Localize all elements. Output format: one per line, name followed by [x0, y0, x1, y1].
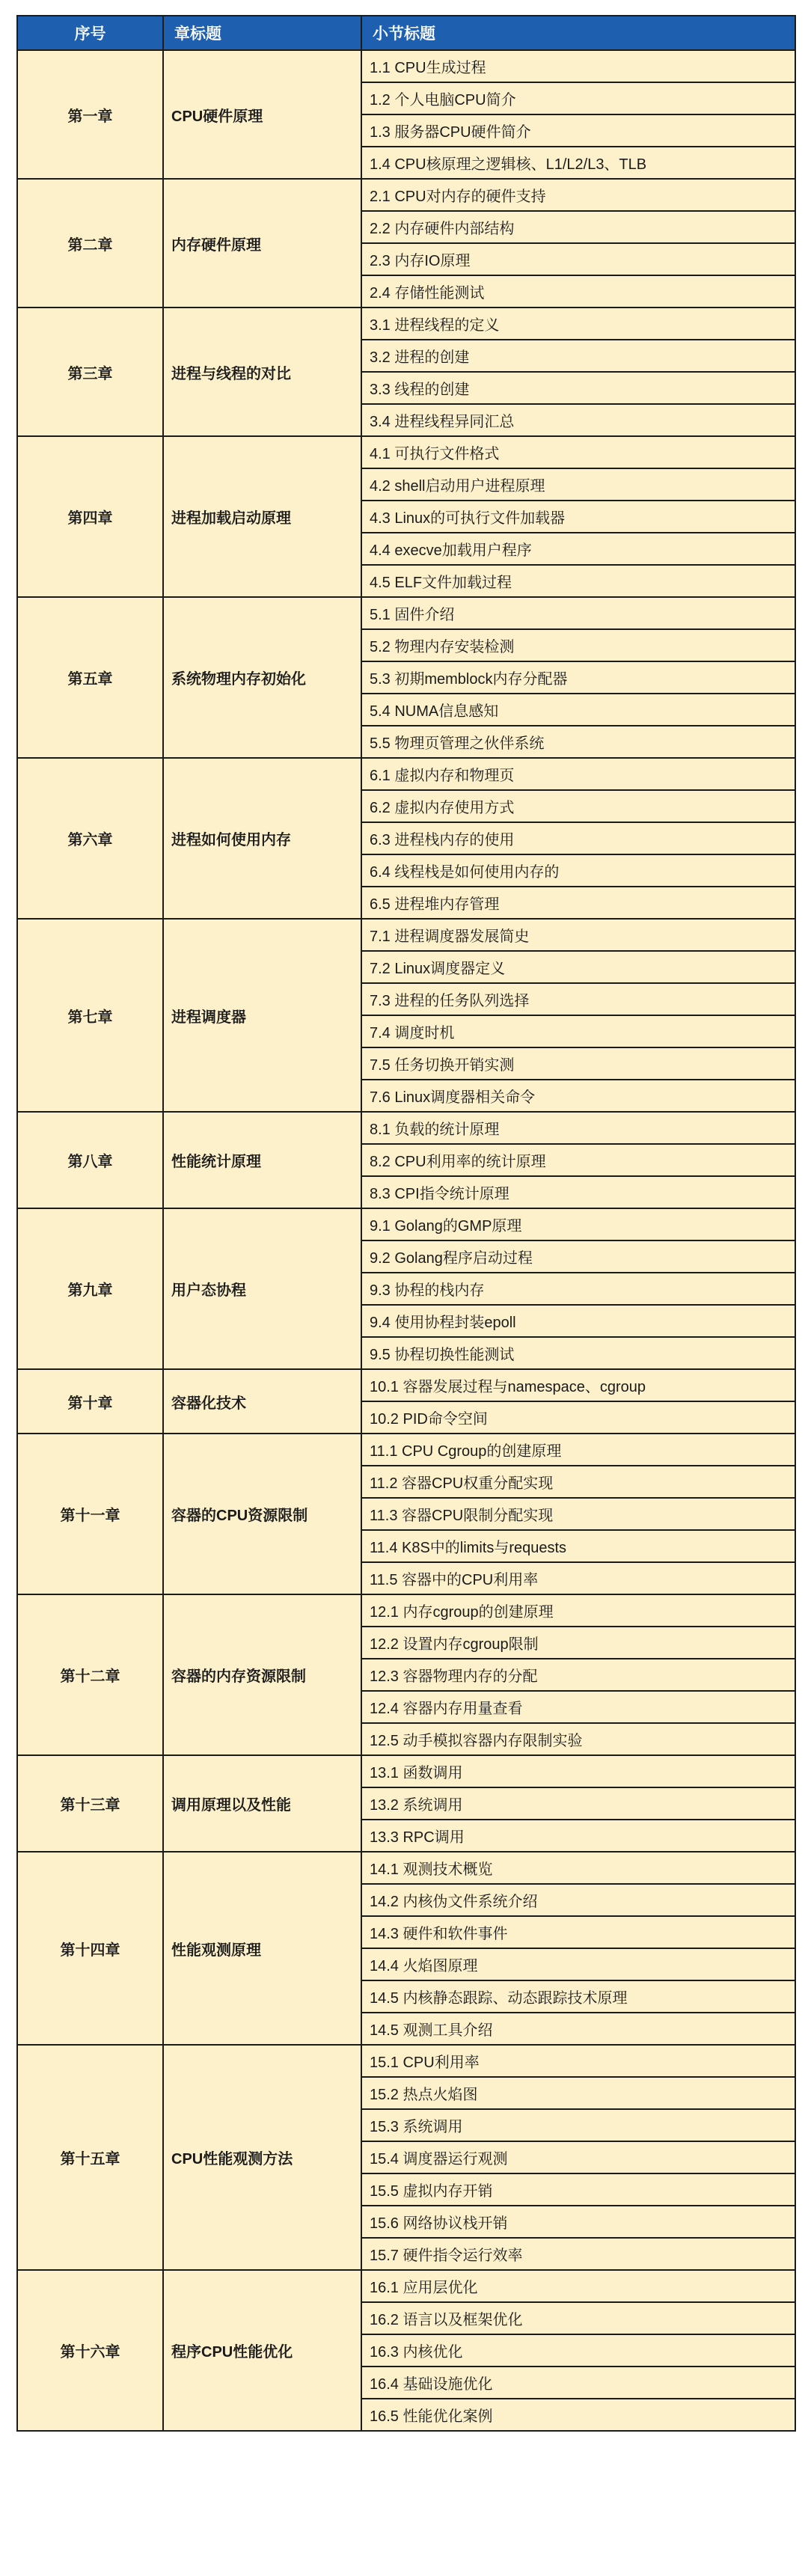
chapter-number: 第五章: [17, 597, 163, 758]
table-row: [17, 758, 795, 790]
chapter-title: 程序CPU性能优化: [163, 2270, 361, 2431]
section-title: 4.5 ELF文件加载过程: [361, 565, 795, 597]
chapter-title: 用户态协程: [163, 1208, 361, 1369]
section-title: 7.5 任务切换开销实测: [361, 1047, 795, 1080]
section-title: 5.3 初期memblock内存分配器: [361, 661, 795, 694]
chapter-title: CPU性能观测方法: [163, 2045, 361, 2270]
table-row: [17, 1208, 795, 1240]
section-title: 14.1 观测技术概览: [361, 1852, 795, 1884]
chapter-title: 容器的CPU资源限制: [163, 1434, 361, 1594]
section-title: 3.3 线程的创建: [361, 372, 795, 404]
table-of-contents: [16, 15, 796, 2432]
section-title: 4.3 Linux的可执行文件加载器: [361, 501, 795, 533]
table-row: [17, 179, 795, 211]
section-title: 2.3 内存IO原理: [361, 243, 795, 275]
section-title: 1.3 服务器CPU硬件简介: [361, 114, 795, 147]
section-title: 9.5 协程切换性能测试: [361, 1337, 795, 1369]
table-row: [17, 50, 795, 82]
section-title: 15.4 调度器运行观测: [361, 2141, 795, 2173]
section-title: 12.5 动手模拟容器内存限制实验: [361, 1723, 795, 1755]
table-row: [17, 1755, 795, 1787]
section-title: 11.3 容器CPU限制分配实现: [361, 1498, 795, 1530]
table-row: [17, 1852, 795, 1884]
section-title: 6.1 虚拟内存和物理页: [361, 758, 795, 790]
chapter-title: 进程加载启动原理: [163, 436, 361, 597]
table-row: [17, 1434, 795, 1466]
chapter-number: 第一章: [17, 50, 163, 179]
chapter-title: 性能观测原理: [163, 1852, 361, 2045]
chapter-number: 第二章: [17, 179, 163, 308]
table-row: [17, 1369, 795, 1401]
section-title: 16.4 基础设施优化: [361, 2367, 795, 2399]
section-title: 13.3 RPC调用: [361, 1820, 795, 1852]
section-title: 14.3 硬件和软件事件: [361, 1916, 795, 1948]
chapter-number: 第四章: [17, 436, 163, 597]
chapter-number: 第六章: [17, 758, 163, 919]
section-title: 4.2 shell启动用户进程原理: [361, 468, 795, 501]
section-title: 9.2 Golang程序启动过程: [361, 1240, 795, 1273]
chapter-number: 第十章: [17, 1369, 163, 1434]
section-title: 11.1 CPU Cgroup的创建原理: [361, 1434, 795, 1466]
section-title: 12.4 容器内存用量查看: [361, 1691, 795, 1723]
section-title: 5.4 NUMA信息感知: [361, 694, 795, 726]
header-chapter-title: 章标题: [163, 16, 361, 50]
chapter-number: 第三章: [17, 308, 163, 436]
chapter-number: 第十三章: [17, 1755, 163, 1852]
section-title: 16.3 内核优化: [361, 2334, 795, 2367]
header-seq: 序号: [17, 16, 163, 50]
table-row: [17, 436, 795, 468]
section-title: 1.4 CPU核原理之逻辑核、L1/L2/L3、TLB: [361, 147, 795, 179]
section-title: 5.1 固件介绍: [361, 597, 795, 629]
chapter-title: 调用原理以及性能: [163, 1755, 361, 1852]
section-title: 11.2 容器CPU权重分配实现: [361, 1466, 795, 1498]
section-title: 16.2 语言以及框架优化: [361, 2302, 795, 2334]
chapter-number: 第十四章: [17, 1852, 163, 2045]
header-row: [17, 16, 795, 50]
chapter-number: 第十一章: [17, 1434, 163, 1594]
chapter-number: 第十六章: [17, 2270, 163, 2431]
chapter-title: CPU硬件原理: [163, 50, 361, 179]
table-row: [17, 1112, 795, 1144]
section-title: 12.1 内存cgroup的创建原理: [361, 1594, 795, 1627]
section-title: 8.3 CPI指令统计原理: [361, 1176, 795, 1208]
section-title: 15.7 硬件指令运行效率: [361, 2238, 795, 2270]
section-title: 13.1 函数调用: [361, 1755, 795, 1787]
section-title: 6.5 进程堆内存管理: [361, 887, 795, 919]
chapter-title: 内存硬件原理: [163, 179, 361, 308]
section-title: 12.2 设置内存cgroup限制: [361, 1627, 795, 1659]
table-row: [17, 2045, 795, 2077]
section-title: 1.2 个人电脑CPU简介: [361, 82, 795, 114]
table-row: [17, 919, 795, 951]
section-title: 14.2 内核伪文件系统介绍: [361, 1884, 795, 1916]
section-title: 14.5 观测工具介绍: [361, 2013, 795, 2045]
section-title: 7.4 调度时机: [361, 1015, 795, 1047]
section-title: 15.2 热点火焰图: [361, 2077, 795, 2109]
section-title: 6.4 线程栈是如何使用内存的: [361, 854, 795, 887]
table-body: [17, 50, 795, 2431]
chapter-title: 进程如何使用内存: [163, 758, 361, 919]
section-title: 9.3 协程的栈内存: [361, 1273, 795, 1305]
chapter-number: 第九章: [17, 1208, 163, 1369]
chapter-title: 容器的内存资源限制: [163, 1594, 361, 1755]
table-row: [17, 597, 795, 629]
section-title: 5.5 物理页管理之伙伴系统: [361, 726, 795, 758]
section-title: 3.1 进程线程的定义: [361, 308, 795, 340]
section-title: 7.1 进程调度器发展简史: [361, 919, 795, 951]
section-title: 2.2 内存硬件内部结构: [361, 211, 795, 243]
section-title: 15.6 网络协议栈开销: [361, 2206, 795, 2238]
section-title: 9.4 使用协程封装epoll: [361, 1305, 795, 1337]
section-title: 7.2 Linux调度器定义: [361, 951, 795, 983]
section-title: 14.4 火焰图原理: [361, 1948, 795, 1980]
section-title: 2.1 CPU对内存的硬件支持: [361, 179, 795, 211]
table-row: [17, 308, 795, 340]
section-title: 10.2 PID命令空间: [361, 1401, 795, 1434]
section-title: 6.2 虚拟内存使用方式: [361, 790, 795, 822]
chapter-number: 第十五章: [17, 2045, 163, 2270]
section-title: 4.4 execve加载用户程序: [361, 533, 795, 565]
section-title: 15.3 系统调用: [361, 2109, 795, 2141]
section-title: 7.3 进程的任务队列选择: [361, 983, 795, 1015]
section-title: 6.3 进程栈内存的使用: [361, 822, 795, 854]
section-title: 13.2 系统调用: [361, 1787, 795, 1820]
section-title: 11.4 K8S中的limits与requests: [361, 1530, 795, 1562]
chapter-number: 第八章: [17, 1112, 163, 1208]
section-title: 3.2 进程的创建: [361, 340, 795, 372]
section-title: 11.5 容器中的CPU利用率: [361, 1562, 795, 1594]
section-title: 16.1 应用层优化: [361, 2270, 795, 2302]
chapter-title: 性能统计原理: [163, 1112, 361, 1208]
section-title: 4.1 可执行文件格式: [361, 436, 795, 468]
section-title: 12.3 容器物理内存的分配: [361, 1659, 795, 1691]
section-title: 16.5 性能优化案例: [361, 2399, 795, 2431]
chapter-title: 系统物理内存初始化: [163, 597, 361, 758]
section-title: 2.4 存储性能测试: [361, 275, 795, 308]
section-title: 5.2 物理内存安装检测: [361, 629, 795, 661]
section-title: 1.1 CPU生成过程: [361, 50, 795, 82]
section-title: 3.4 进程线程异同汇总: [361, 404, 795, 436]
section-title: 7.6 Linux调度器相关命令: [361, 1080, 795, 1112]
section-title: 8.2 CPU利用率的统计原理: [361, 1144, 795, 1176]
chapter-title: 容器化技术: [163, 1369, 361, 1434]
chapter-title: 进程与线程的对比: [163, 308, 361, 436]
section-title: 15.1 CPU利用率: [361, 2045, 795, 2077]
chapter-title: 进程调度器: [163, 919, 361, 1112]
table-row: [17, 1594, 795, 1627]
section-title: 9.1 Golang的GMP原理: [361, 1208, 795, 1240]
section-title: 15.5 虚拟内存开销: [361, 2173, 795, 2206]
section-title: 10.1 容器发展过程与namespace、cgroup: [361, 1369, 795, 1401]
chapter-number: 第七章: [17, 919, 163, 1112]
chapter-number: 第十二章: [17, 1594, 163, 1755]
table-row: [17, 2270, 795, 2302]
section-title: 14.5 内核静态跟踪、动态跟踪技术原理: [361, 1980, 795, 2013]
section-title: 8.1 负载的统计原理: [361, 1112, 795, 1144]
header-section-title: 小节标题: [361, 16, 795, 50]
